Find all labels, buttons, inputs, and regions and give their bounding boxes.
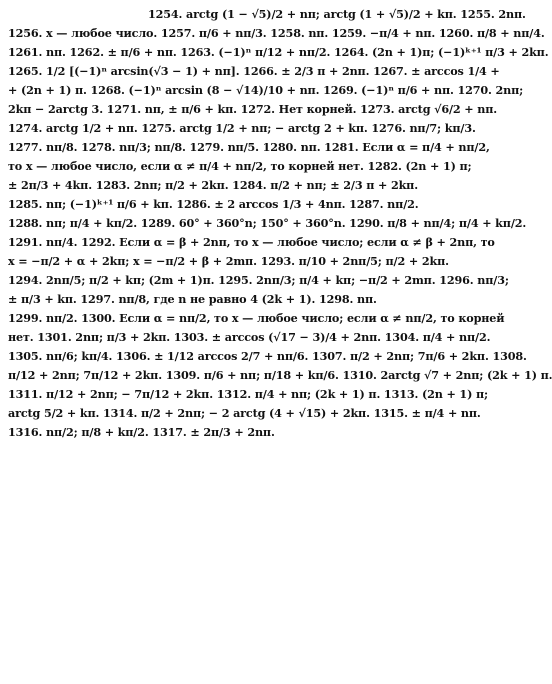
answer-line: 1277. nπ/8. 1278. nπ/3; nπ/8. 1279. nπ/5. 1280. nπ. 1281. Если α = π/4 + nπ/2, bbox=[8, 140, 490, 154]
answer-line: 1316. nπ/2; π/8 + kπ/2. 1317. ± 2π/3 + 2nπ. bbox=[8, 425, 275, 439]
answer-line: 1311. π/12 + 2nπ; − 7π/12 + 2kπ. 1312. π/4 + nπ; (2k + 1) π. 1313. (2n + 1) π; bbox=[8, 387, 488, 401]
answer-line: π/12 + 2nπ; 7π/12 + 2kπ. 1309. π/6 + nπ; π/18 + kπ/6. 1310. 2arctg √7 + 2nπ; (2k + 1) π. bbox=[8, 368, 552, 382]
answer-line: 1265. 1/2 [(−1)ⁿ arcsin(√3 − 1) + nπ]. 1266. ± 2/3 π + 2nπ. 1267. ± arccos 1/4 + bbox=[8, 64, 500, 78]
answer-line: нет. 1301. 2nπ; π/3 + 2kπ. 1303. ± arccos (√17 − 3)/4 + 2nπ. 1304. π/4 + nπ/2. bbox=[8, 330, 491, 344]
answer-line: 1256. x — любое число. 1257. π/6 + nπ/3. 1258. nπ. 1259. −π/4 + nπ. 1260. π/8 + nπ/4. bbox=[8, 26, 545, 40]
answer-line: то x — любое число, если α ≠ π/4 + nπ/2, то корней нет. 1282. (2n + 1) π; bbox=[8, 159, 472, 173]
answer-line: + (2n + 1) π. 1268. (−1)ⁿ arcsin (8 − √14)/10 + nπ. 1269. (−1)ⁿ π/6 + nπ. 1270. 2nπ; bbox=[8, 83, 524, 97]
answer-line: 1305. nπ/6; kπ/4. 1306. ± 1/12 arccos 2/7 + nπ/6. 1307. π/2 + 2nπ; 7π/6 + 2kπ. 1308. bbox=[8, 349, 527, 363]
answer-line: x = −π/2 + α + 2kπ; x = −π/2 + β + 2mπ. 1293. π/10 + 2nπ/5; π/2 + 2kπ. bbox=[8, 254, 449, 268]
answer-line: ± 2π/3 + 4kπ. 1283. 2nπ; π/2 + 2kπ. 1284. π/2 + nπ; ± 2/3 π + 2kπ. bbox=[8, 178, 418, 192]
answer-line: 1285. nπ; (−1)ᵏ⁺¹ π/6 + kπ. 1286. ± 2 arccos 1/3 + 4nπ. 1287. nπ/2. bbox=[8, 197, 419, 211]
answer-line: arctg 5/2 + kπ. 1314. π/2 + 2nπ; − 2 arctg (4 + √15) + 2kπ. 1315. ± π/4 + nπ. bbox=[8, 406, 481, 420]
answer-line: ± π/3 + kπ. 1297. nπ/8, где n не равно 4 (2k + 1). 1298. nπ. bbox=[8, 292, 377, 306]
answer-line: 1294. 2nπ/5; π/2 + kπ; (2m + 1)π. 1295. 2nπ/3; π/4 + kπ; −π/2 + 2mπ. 1296. nπ/3; bbox=[8, 273, 509, 287]
answer-line: 1261. nπ. 1262. ± π/6 + nπ. 1263. (−1)ⁿ π/12 + nπ/2. 1264. (2n + 1)π; (−1)ᵏ⁺¹ π/3 + 2kπ. bbox=[8, 45, 549, 59]
answer-line: 1288. nπ; π/4 + kπ/2. 1289. 60° + 360°n; 150° + 360°n. 1290. π/8 + nπ/4; π/4 + kπ/2. bbox=[8, 216, 527, 230]
answer-line: 2kπ − 2arctg 3. 1271. nπ, ± π/6 + kπ. 1272. Нет корней. 1273. arctg √6/2 + nπ. bbox=[8, 102, 498, 116]
answer-line: 1254. arctg (1 − √5)/2 + nπ; arctg (1 + √5)/2 + kπ. 1255. 2nπ. bbox=[148, 7, 526, 21]
answer-line: 1299. nπ/2. 1300. Если α = nπ/2, то x — любое число; если α ≠ nπ/2, то корней bbox=[8, 311, 505, 325]
answer-line: 1291. nπ/4. 1292. Если α = β + 2nπ, то x — любое число; если α ≠ β + 2nπ, то bbox=[8, 235, 495, 249]
answer-line: 1274. arctg 1/2 + nπ. 1275. arctg 1/2 + nπ; − arctg 2 + kπ. 1276. nπ/7; kπ/3. bbox=[8, 121, 476, 135]
